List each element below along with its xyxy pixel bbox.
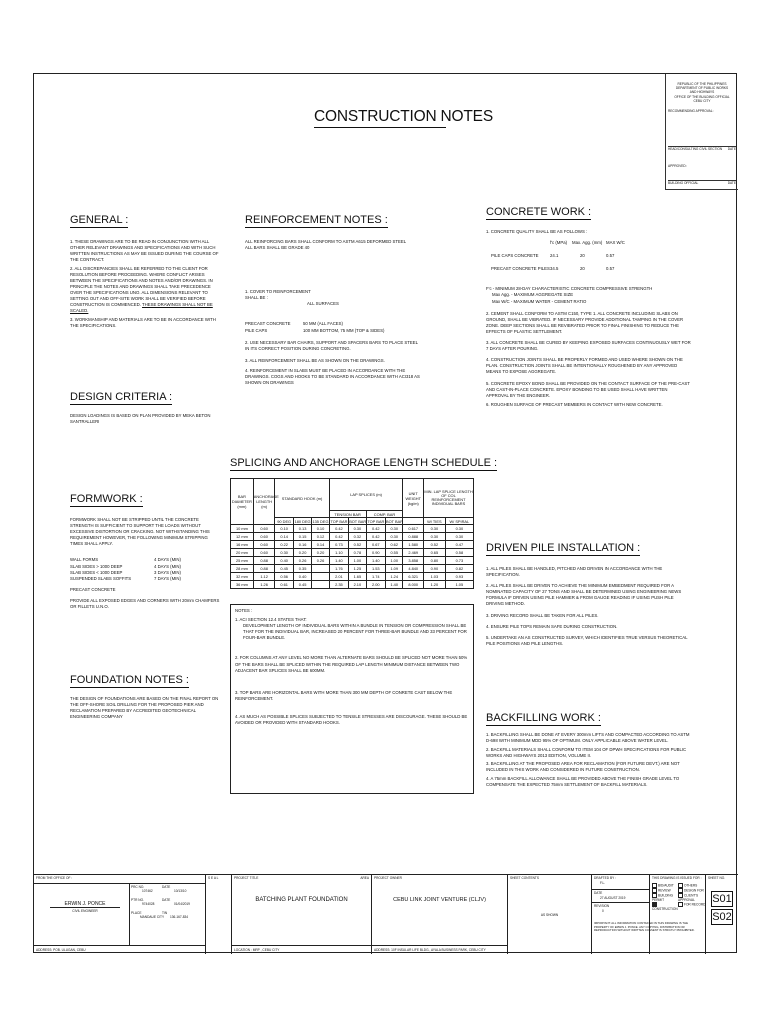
date-value: 01/04/2019 (174, 902, 190, 906)
schedule-cell: 25 mm (231, 557, 254, 565)
seal-label: S E A L (208, 876, 219, 880)
cover-note: 1. COVER TO REINFORCEMENT (245, 289, 311, 295)
schedule-cell: 2.10 (349, 581, 366, 589)
schedule-cell: 10 mm (231, 525, 254, 533)
issue-date: 27 AUGUST 2019 (600, 896, 626, 900)
concrete-note-6: 6. ROUGHEN SURFACE OF PRECAST MEMBERS IN CONTACT WITH NEW CONCRETE. (486, 401, 663, 407)
issue-option[interactable]: FOR RECORD (678, 902, 706, 907)
col-tension: TENSION BAR (329, 511, 366, 518)
backfill-note-4: 4. A 75mm BACKFILL ALLOWANCE SHALL BE PROVIDED ABOVE THE FINISH GRADE LEVEL TO COMPENSATE THE EXPECTED 75mm SETTLEMENT OF BACKFILL MATERIALS. (486, 775, 680, 787)
schedule-cell: 2.00 (366, 581, 386, 589)
schedule-cell: 0.30 (445, 525, 473, 533)
driven-note-3: 3. DRIVING RECORD SHALL BE TAKEN FOR ALL PILES. (486, 612, 599, 618)
formwork-section (70, 493, 220, 610)
schedule-row (231, 565, 474, 573)
schedule-cell: 1.12 (253, 573, 275, 581)
schedule-cell: 0.88 (253, 557, 275, 565)
sub-header: 180 DEG (294, 518, 311, 524)
schedule-heading: SPLICING AND ANCHORAGE LENGTH SCHEDULE : (230, 457, 498, 469)
sub-header: BOT BAR (349, 518, 367, 524)
schedule-cell: 1.76 (329, 565, 349, 573)
schedule-cell: 0.80 (424, 557, 446, 565)
approval-block (665, 74, 738, 190)
title-underline (314, 127, 446, 128)
schedule-cell: 1.26 (253, 581, 275, 589)
schedule-cell: 0.73 (445, 557, 473, 565)
prc-label: PRC NO. (131, 885, 145, 889)
owner-cell (372, 875, 508, 954)
general-section (70, 214, 220, 331)
schedule-cell: 0.15 (293, 533, 311, 541)
schedule-cell: 0.40 (293, 573, 311, 581)
concrete-note-5: 5. CONCRETE EPOXY BOND SHALL BE PROVIDED ON THE CONTACT SURFACE OF THE PRE-CAST AND CAST-IN-PLACE CONCRETE. EPOXY BONDING TO BE USED SHALL HAVE WRITTEN APPROVAL BY THE ENGINEER. (486, 380, 690, 398)
stripping-row: SUSPENDED SLABS SOFFITS 7 DAYS (MIN) (70, 575, 181, 581)
schedule-cell: 0.30 (445, 533, 473, 541)
prc-value: 107462 (142, 889, 153, 893)
schedule-row (231, 557, 474, 565)
ptr-value: 9744028 (142, 902, 155, 906)
concrete-section (486, 206, 691, 408)
drafted-by-value: F.L. (600, 881, 606, 886)
schedule-cell: 0.42 (329, 525, 349, 533)
schedule-cell: 2.01 (329, 573, 349, 581)
schedule-cell: 1.40 (329, 557, 349, 565)
issue-option[interactable]: DESIGN FOR (678, 888, 706, 893)
schedule-cell (312, 565, 329, 573)
sub-header: TOP BAR (330, 518, 348, 524)
issued-for-cell (650, 875, 706, 954)
schedule-cell: 0.30 (275, 549, 293, 557)
place-value: MANDAUE CITY (140, 915, 165, 919)
area-label: AREA (360, 876, 369, 880)
reinforcement-heading: REINFORCEMENT NOTES : (245, 214, 388, 226)
concrete-def-wc: Max W/C - MAXIMUM WATER - CEMENT RATIO (492, 298, 587, 304)
schedule-cell: 0.30 (386, 533, 403, 541)
schedule-cell: 0.35 (293, 565, 311, 573)
schedule-cell: 0.60 (253, 549, 275, 557)
schedule-cell: 1.40 (386, 581, 403, 589)
col-min-lap: MIN. LAP SPLICE LENGTH OF COL REINFORCEMENT INDIVIDUAL BARS (424, 479, 474, 518)
general-note-3: 3. WORKMANSHIP AND MATERIALS ARE TO BE IN ACCORDANCE WITH THE SPECIFICATIONS. (70, 316, 216, 328)
schedule-note-3: 3. TOP BARS ARE HORIZONTAL BARS WITH MORE THAN 300 MM DEPTH OF CONRETE CAST BELOW THE REINFORCEMENT. (235, 689, 453, 701)
schedule-cell: 0.65 (424, 549, 446, 557)
schedule-cell: 0.42 (329, 533, 349, 541)
date-label: DATE (594, 891, 603, 895)
project-owner: CEBU LINK JOINT VENTURE (CLJV) (393, 897, 486, 903)
schedule-cell: 0.16 (293, 541, 311, 549)
agency-line: OFFICE OF THE BUILDING OFFICIAL (674, 94, 730, 99)
from-office-label: FROM THE OFFICE OF : (36, 876, 73, 880)
schedule-cell: 0.45 (293, 581, 311, 589)
schedule-cell: 0.14 (312, 541, 329, 549)
schedule-cell: 0.30 (424, 525, 446, 533)
project-title-cell (232, 875, 372, 954)
schedule-cell: 0.82 (445, 565, 473, 573)
col-unit-weight: UNIT WEIGHT (kg/m) (403, 479, 424, 518)
schedule-cell: 1.65 (349, 573, 366, 581)
schedule-cell: 0.47 (445, 541, 473, 549)
col-comp: COMP. BAR (366, 511, 403, 518)
general-note-1: 1. THESE DRAWINGS ARE TO BE READ IN CONJUNCTION WITH ALL OTHER RELEVANT DRAWINGS AND SPECIFICATIONS AND WITH SUCH WRITTEN INSTRUCTIONS AS MAY BE ISSUED DURING THE COURSE OF THE CONTRACT. (70, 239, 219, 263)
schedule-body (231, 525, 474, 589)
formwork-note: FORMWORK SHALL NOT BE STRIPPED UNTIL THE CONCRETE STRENGTH IS SUFFICIENT TO SUPPORT THE LOADS WITHOUT EXCESSIVE DISTORTION OR CRACKING. NOT WITHSTANDING THIS REQUIREMENT HOWEVER, THE FOLLOWING MINIMUM STRIPPING TIMES SHALL APPLY. (70, 517, 210, 547)
design-section (70, 391, 220, 425)
schedule-cell: 0.10 (312, 525, 329, 533)
schedule-note-2: 2. FOR COLUMNS AT ANY LEVEL NO MORE THAN ALTERNATE BARS SHOULD BE SPLICED NOT MORE THAN 50% OF THE BARS SHALL BE SPLICED WITHIN THE REQUIRED LAP LENGTH MINIMUM DISTANCE BETWEEN TWO ADJACENT BAR SPLICES SHALL BE 600MM. (235, 655, 468, 673)
reinf-note-3: 3. ALL REINFORCEMENT SHALL BE AS SHOWN ON THE DRAWINGS. (245, 357, 385, 363)
schedule-cell: 0.90 (424, 565, 446, 573)
schedule-cell: 0.10 (275, 525, 293, 533)
sheet-contents-cell (508, 875, 592, 954)
driven-pile-heading: DRIVEN PILE INSTALLATION : (486, 542, 641, 554)
stripping-row: SLAB SIDES > 1000 DEEP 4 DAYS (MIN) (70, 563, 181, 569)
sheet-number: S01 (712, 893, 732, 905)
schedule-cell: 1.09 (386, 565, 403, 573)
backfill-note-2: 2. BACKFILL MATERIALS SHALL CONFORM TO ITEM 104 OF DPWH SPECIFICATIONS FOR PUBLIC WORKS AND HIGHWAYS 2013 EDITION, VOLUME II. (486, 746, 687, 758)
page-title: CONSTRUCTION NOTES (314, 108, 493, 125)
schedule-cell: 12 mm (231, 533, 254, 541)
reinf-note-4: 4. REINFORCEMENT IN SLABS MUST BE PLACED IN ACCORDANCE WITH THE DRAWINGS. COGS AND HOOKS TO BE STANDARD IN ACCORDANCE WITH ACI318 AS SHOWN ON DRAWINGS (245, 367, 420, 386)
schedule-row (231, 581, 474, 589)
issue-option[interactable]: CONSTRUCTION (652, 902, 678, 911)
schedule-cell: 8.000 (403, 581, 424, 589)
schedule-cell: 1.00 (349, 557, 366, 565)
schedule-cell: 0.93 (445, 573, 473, 581)
driven-note-4: 4. ENSURE PILE TOPS REMAIN SAFE DURING CONSTRUCTION. (486, 623, 618, 629)
issue-option[interactable]: BID/AUDIT (652, 883, 678, 888)
schedule-cell: 0.88 (253, 565, 275, 573)
chamfer-note: PROVIDE ALL EXPOSED EDGES AND CORNERS WITH 20mm CHAMFERS OR FILLETS U.N.O. (70, 597, 220, 610)
date-label: DATE (727, 181, 736, 185)
schedule-cell: 1.53 (366, 565, 386, 573)
schedule-cell: 0.73 (329, 541, 349, 549)
schedule-cell: 0.30 (424, 533, 446, 541)
general-note-2: 2. ALL DISCREPANCIES SHALL BE REFERRED TO THE CLIENT FOR RESOLUTION BEFORE PROCEEDING. WHERE CONFLICT ARISES BETWEEN THE SPECIFICATIONS AND NOTES AND/OR DRAWINGS. IN PRINCIPLE THE NOTES AND DRAWINGS SHALL TAKE PRECEDENCE OVER THE SPECIFICATIONS UNO. ALL DIMENSIONS RELEVANT TO SETTING OUT AND OFF-SITE WORK SHALL BE VERIFIED BEFORE CONSTRUCTION IS COMMENCED. THESE DRAWINGS SHALL NOT BE SCALED. (70, 265, 213, 314)
issue-option[interactable]: REVIEW (652, 888, 678, 893)
schedule-note-4: 4. AS MUCH AS POSSIBLE SPLICES SUBJECTED TO TENSILE STRESSES ARE DISCOURAGE. THESE SHOULD BE AVOIDED OR PROVIDED WITH STANDARD HOOKS. (235, 713, 468, 726)
stripping-times (70, 557, 220, 581)
agency-name (666, 74, 738, 103)
recommending-label: RECOMMENDING APPROVAL: (668, 109, 714, 114)
schedule-cell (312, 581, 329, 589)
sub-header: 90 DEG (275, 518, 293, 525)
building-official-label: BUILDING OFFICIAL (668, 181, 699, 185)
schedule-cell: 0.13 (293, 525, 311, 533)
sub-header: W/ SPIRAL (445, 518, 473, 525)
concrete-row: PRECAST CONCRETE PILES 34.5 20 0.57 (491, 266, 615, 272)
col-bar-diameter: BAR DIAMETER (mm) (231, 479, 254, 525)
col-lap-splices: LAP SPLICES (m) (329, 479, 403, 511)
tin-value: 136-167-834 (170, 915, 189, 919)
cover-values (245, 321, 420, 333)
driven-note-2: 2. ALL PILES SHALL BE DRIVEN TO ACHIEVE THE MINIMUM EMBEDMENT REQUIRED FOR A NOMINATED CAPACITY OF 27 TONS AND SHALL BE DETERMINED USING ENGINEERING NEWS FORMULA IF DRIVEN USING PILE HAMMER & FROM GAUGE READING IF USING PUSH PILE DRIVING METHOD. (486, 583, 682, 607)
backfill-heading: BACKFILLING WORK : (486, 712, 601, 724)
tin-label: TIN (162, 911, 168, 915)
concrete-note-3: 3. ALL CONCRETE SHALL BE CURED BY KEEPING EXPOSED SURFACES CONTINUOUSLY WET FOR 7 DAYS AFTER POURING. (486, 340, 691, 352)
schedule-cell: 0.60 (253, 533, 275, 541)
concrete-cols: f'c (MPa) Max. Agg. (mm) MAX W/C (550, 240, 625, 246)
stripping-row: WALL FORMS 4 DAYS (MIN) (70, 557, 181, 563)
sheet-total: S02 (712, 911, 732, 923)
schedule-cell: 0.26 (293, 557, 311, 565)
seal-cell (206, 875, 232, 954)
col-standard-hook: STANDARD HOOK (m) (275, 479, 329, 518)
schedule-cell: 0.78 (349, 549, 366, 557)
cover-row: PRECAST CONCRETE 50 MM (ALL FACES) (245, 321, 343, 327)
schedule-cell: 0.42 (366, 525, 386, 533)
reinforcement-section (245, 214, 420, 386)
schedule-cell: 0.52 (349, 541, 366, 549)
schedule-cell: 1.580 (403, 541, 424, 549)
schedule-cell: 4.840 (403, 565, 424, 573)
foundation-section (70, 674, 220, 720)
schedule-cell: 0.61 (275, 581, 293, 589)
schedule-cell: 1.20 (424, 581, 446, 589)
concrete-def-fc: F'c - MINIMUM 28-DAY CHARACTERISTIC CONCRETE COMPRESSIVE STRENGTH (486, 286, 653, 292)
reinf-note-2: 2. USE NECESSARY BAR CHAIRS, SUPPORT AND SPACERS BARS TO PLACE STEEL IN ITS CORRECT POSITION DURING CONCRETING. (245, 339, 418, 351)
design-note: DESIGN LOADINGS IS BASED ON PLAN PROVIDED BY MEKA BETON SANTRALLERI (70, 413, 211, 425)
formwork-heading: FORMWORK : (70, 493, 143, 505)
schedule-cell: 1.40 (366, 557, 386, 565)
schedule-cell: 0.30 (386, 525, 403, 533)
backfill-section (486, 712, 691, 790)
schedule-cell: 0.12 (312, 533, 329, 541)
sub-header-blank (403, 518, 424, 525)
schedule-note-1b: DEVELOPMENT LENGTH OF INDIVIDUAL BARS WITHIN A BUNDLE IN TENSION OR COMPRESSION SHALL BE THAT FOR THE INDIVIDUAL BAR, INCREASED 20 PERCENT FOR THREE-BAR BUNDLE AND 33 PERCENT FOR FOUR-BAR BUNDLE. (243, 623, 467, 641)
schedule-notes (230, 604, 474, 794)
all-surfaces-label: ALL SURFACES (307, 301, 339, 307)
schedule-cell: 36 mm (231, 581, 254, 589)
schedule-note-1: 1. ACI SECTION 12.4 STATES THAT: (235, 617, 307, 623)
agency-line: DEPARTMENT OF PUBLIC WORKS (675, 86, 729, 91)
sheet-no-label: SHEET NO. (708, 876, 726, 880)
important-notice: IMPORTANT: ALL INFORMATION CONTAINED IN THIS DRAWING IS THE PROPERTY OF ERWIN J. PONCE. ANY COPYING, DISTRIBUTION OR REPRODUCTION WITHOUT WRITTEN CONSENT IS STRICTLY PROHIBITED. (594, 921, 695, 933)
date-label: DATE (162, 885, 171, 889)
cover-row: PILE CAPS 100 MM BOTTOM, 75 MM (TOP & SIDES) (245, 327, 385, 333)
date-label: DATE (162, 898, 171, 902)
schedule-cell: 6.321 (403, 573, 424, 581)
schedule-cell: 1.74 (366, 573, 386, 581)
foundation-note: THE DESIGN OF FOUNDATIONS ARE BASED ON THE FINAL REPORT ON THE OFF-SHORE SOIL DRILLING FOR THE PROPOSED PIER AND RECLAMATION PREPARED BY ACCREDITED GEOTECHNICAL ENGINEERING COMPANY (70, 696, 219, 720)
sub-header: TOP BAR (367, 518, 385, 524)
schedule-cell: 0.888 (403, 533, 424, 541)
office-address: ADDRESS: POB. ULUGAN, CEBU (36, 947, 86, 952)
design-heading: DESIGN CRITERIA : (70, 391, 173, 403)
schedule-cell: 32 mm (231, 573, 254, 581)
schedule-cell: 20 mm (231, 549, 254, 557)
splicing-schedule-table (230, 478, 474, 589)
project-location: LOCATION : MRP , CEBU CITY (234, 947, 280, 952)
issue-option[interactable]: BUILDING PERMIT (652, 893, 674, 902)
schedule-cell: 0.22 (275, 541, 293, 549)
schedule-cell: 0.14 (275, 533, 293, 541)
sub-header: BOT BAR (386, 518, 404, 524)
date-label: DATE (727, 147, 736, 151)
concrete-note-2: 2. CEMENT SHALL CONFORM TO ASTM C150, TYPE 1. ALL CONCRETE INCLUDING SLABS ON GROUND, SHALL BE VIBRATED. IF NECESSARY PROVIDE ADDITIONAL TAMPING IN THE COVER ZONE. DEEP SECTIONS SHALL BE REVIBRATED PRIOR TO FINAL FINISHING TO REDUCE THE EFFECTS OF PLASTIC SETTLEMENT. (486, 310, 684, 334)
schedule-cell: 0.45 (275, 565, 293, 573)
schedule-cell: 3.858 (403, 557, 424, 565)
sheet-contents: AS SHOWN (540, 913, 559, 917)
project-owner-label: PROJECT OWNER (374, 876, 402, 880)
schedule-cell: 0.42 (366, 533, 386, 541)
foundation-heading: FOUNDATION NOTES : (70, 674, 189, 686)
approved-label: APPROVED: (668, 164, 687, 168)
backfill-note-1: 1. BACKFILLING SHALL BE DONE AT EVERY 300mm LIFTS AND COMPACTED ACCORDING TO ASTM D-698 WITH MINIMUM MDD 95% OF OPTIMUM. ONLY APPLICABLE ABOVE WATER LEVEL. (486, 732, 690, 744)
schedule-cell (312, 573, 329, 581)
schedule-cell: 0.26 (312, 557, 329, 565)
agency-line: REPUBLIC OF THE PHILIPPINES (677, 82, 727, 86)
driven-note-1: 1. ALL PILES SHALL BE HANDLED, PITCHED AND DRIVEN IN ACCORDANCE WITH THE SPECIFICATION. (486, 566, 663, 578)
revision-label: REVISION (594, 904, 610, 908)
issued-for-label: THIS DRAWING IS ISSUED FOR : (652, 876, 702, 880)
place-label: PLACE (131, 911, 142, 915)
schedule-cell: 0.30 (349, 525, 366, 533)
schedule-cell: 0.67 (366, 541, 386, 549)
sheet-no-cell (706, 875, 738, 954)
sub-header: 135 DEG (312, 518, 329, 524)
drafted-by-label: DRAFTED BY : (594, 876, 616, 880)
agency-line: CEBU CITY (693, 98, 711, 103)
agency-line: AND HIGHWAYS (689, 90, 715, 95)
precast-label: PRECAST CONCRETE (70, 586, 116, 592)
schedule-cell: 2.469 (403, 549, 424, 557)
schedule-cell: 2.35 (329, 581, 349, 589)
stripping-row: SLAB SIDES < 1000 DEEP 3 DAYS (MIN) (70, 569, 181, 575)
schedule-cell: 0.617 (403, 525, 424, 533)
schedule-cell: 0.90 (366, 549, 386, 557)
driven-pile-section (486, 542, 691, 649)
schedule-row (231, 549, 474, 557)
backfill-note-3: 3. BACKFILLING AT THE PROPOSED AREA FOR RECLAMATION (FOR FUTURE DEVT.) ARE NOT INCLUDED IN THIS WORK AND CONSIDERED IN FUTURE CONSTRUCTION. (486, 761, 680, 773)
schedule-cell: 0.40 (275, 557, 293, 565)
sub-header: W/ TIES (424, 518, 446, 525)
concrete-heading: CONCRETE WORK : (486, 206, 592, 218)
owner-address: ADDRESS: 10F INSULAR LIFE BLDG., AYALA BUSINESS PARK, CEBU CITY (374, 947, 486, 952)
notes-title: NOTES : (235, 608, 253, 613)
schedule-row (231, 573, 474, 581)
schedule-cell: 16 mm (231, 541, 254, 549)
engineer-title: CIVIL ENGINEER (72, 909, 98, 913)
schedule-cell: 0.52 (424, 541, 446, 549)
concrete-row: PILE CAPS CONCRETE 24.1 20 0.57 (491, 253, 615, 259)
schedule-cell: 0.56 (275, 573, 293, 581)
astm-note: ALL REINFORCING BARS SHALL CONFORM TO ASTM A615 DEFORMED STEEL (245, 239, 407, 244)
schedule-cell: 1.05 (445, 581, 473, 589)
grade-note: ALL BARS SHALL BE GRADE 40 (245, 245, 310, 251)
schedule-cell: 0.32 (349, 533, 366, 541)
schedule-cell: 1.03 (424, 573, 446, 581)
schedule-cell: 0.62 (386, 541, 403, 549)
title-block (34, 874, 738, 954)
concrete-note-1: 1. CONCRETE QUALITY SHALL BE AS FOLLOWS : (486, 229, 588, 234)
head-label: HEAD/CONSULTING CIVIL SECTION (668, 147, 723, 151)
general-heading: GENERAL : (70, 214, 129, 226)
schedule-cell: 0.58 (445, 549, 473, 557)
engineer-name: ERWIN J. PONCE (50, 901, 120, 908)
schedule-row (231, 525, 474, 533)
date-value: 10/13/10 (174, 889, 187, 893)
issue-option[interactable]: OTHERS (678, 883, 706, 888)
sheet-contents-label: SHEET CONTENTS (510, 876, 539, 880)
schedule-row (231, 533, 474, 541)
concrete-def-agg: Max Agg. - MAXIMUM AGGREGATE SIZE (492, 292, 574, 298)
concrete-note-4: 4. CONSTRUCTION JOINTS SHALL BE PROPERLY FORMED AND USED WHERE SHOWN ON THE PLAN. CONSTRUCTION JOINTS SHALL BE INTENTIONALLY ROUGHENED BY ANY APPROVED MEANS TO EXPOSE AGGREGATE. (486, 357, 683, 375)
col-anchorage: ANCHORAGE LENGTH (m) (253, 479, 275, 525)
project-title-label: PROJECT TITLE (234, 876, 259, 880)
drawing-sheet (33, 73, 737, 953)
revision-value: 0 (602, 909, 604, 913)
schedule-cell: 1.10 (329, 549, 349, 557)
schedule-cell: 1.24 (386, 573, 403, 581)
schedule-cell: 0.20 (293, 549, 311, 557)
drafted-cell (592, 875, 650, 954)
cover-note-b: SHALL BE : (245, 295, 268, 301)
schedule-cell: 0.60 (253, 541, 275, 549)
schedule-cell: 0.55 (386, 549, 403, 557)
schedule-cell: 0.60 (253, 525, 275, 533)
schedule-row (231, 541, 474, 549)
schedule-cell: 28 mm (231, 565, 254, 573)
office-cell (34, 875, 206, 954)
schedule-cell: 1.00 (386, 557, 403, 565)
driven-note-5: 5. UNDERTAKE AN AS CONSTRUCTED SURVEY, WHICH IDENTIFIES TRUE VERSUS THEORETICAL PILE POSITIONS AND PILE LENGTHS. (486, 634, 688, 646)
project-title: BATCHING PLANT FOUNDATION (255, 897, 348, 903)
schedule-cell: 1.25 (349, 565, 366, 573)
schedule-cell: 0.20 (312, 549, 329, 557)
issue-option[interactable]: CLIENT'S APPROVAL (678, 893, 699, 902)
ptr-label: PTR NO. (131, 898, 144, 902)
